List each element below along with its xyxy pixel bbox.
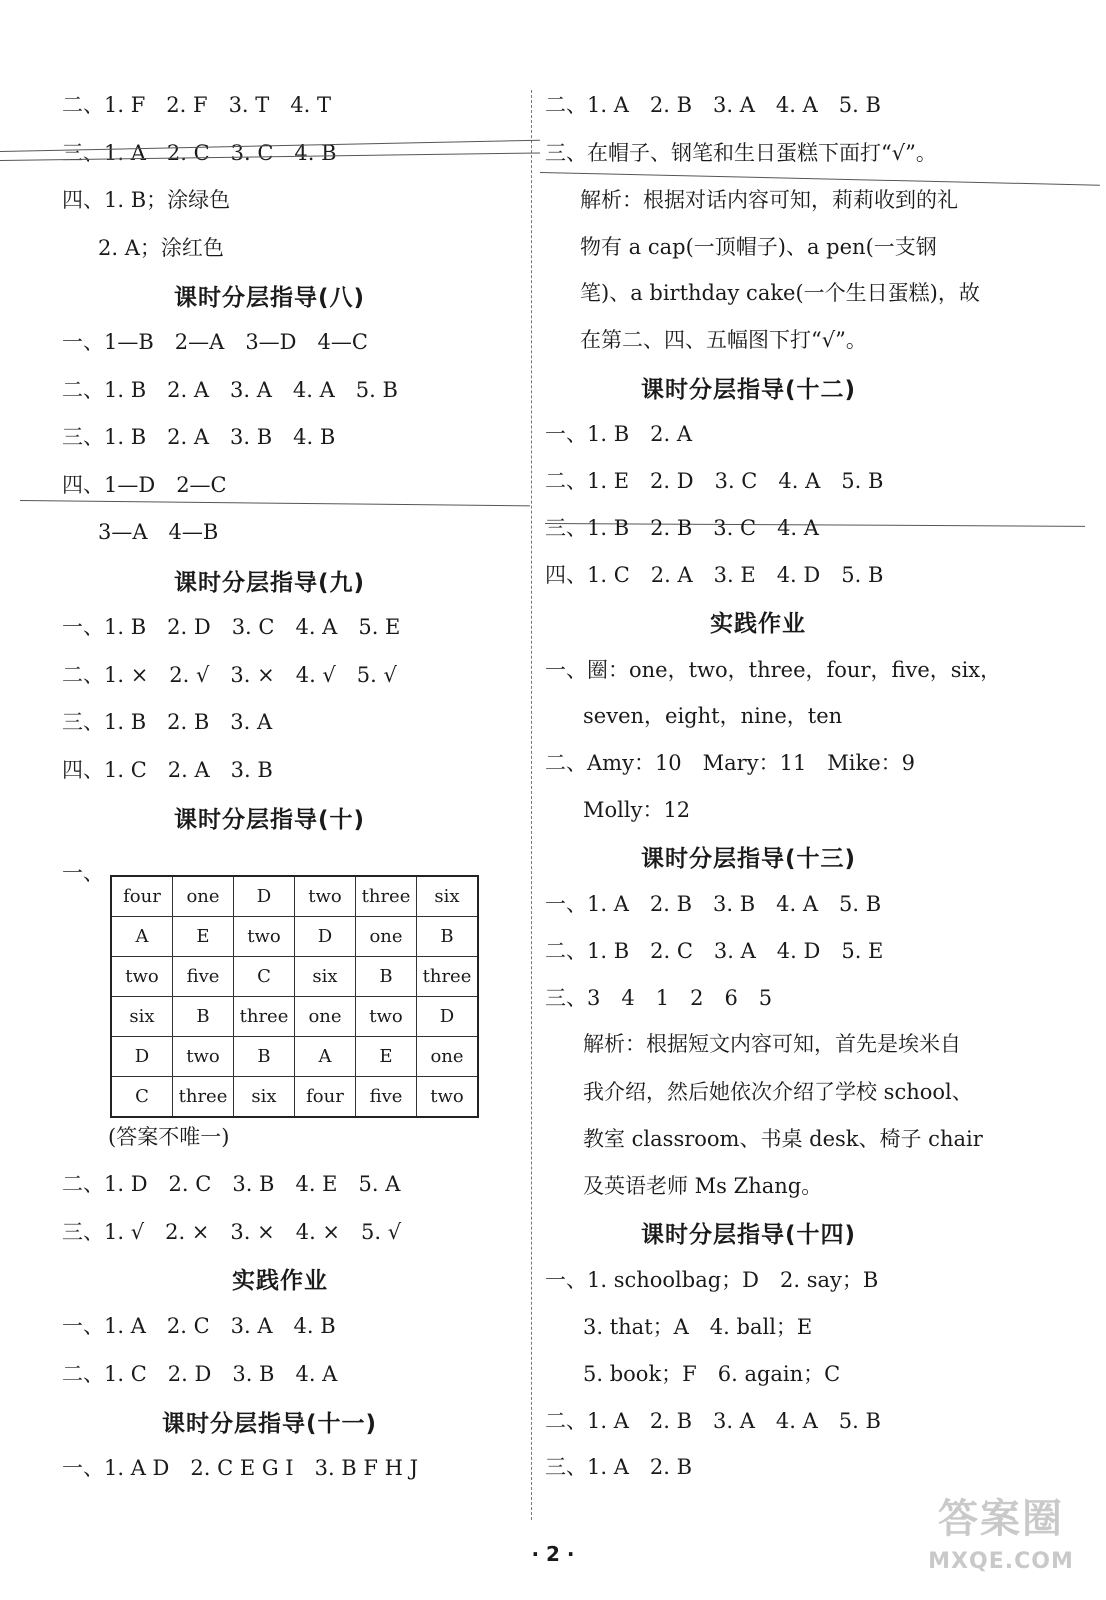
grid-row [111,1037,478,1077]
answer-line: 二、1. A 2. B 3. A 4. A 5. B [545,93,881,117]
answer-line: seven，eight，nine，ten [583,704,843,728]
grid-cell: two [173,1037,234,1077]
grid-row [111,876,478,917]
answer-line: 二、1. B 2. C 3. A 4. D 5. E [545,939,884,963]
answer-line: 三、1. B 2. B 3. A [62,710,273,734]
grid-cell: two [295,876,356,917]
explanation-line: 解析：根据短文内容可知，首先是埃米自 [583,1032,961,1056]
section-heading: 课时分层指导(九) [174,570,366,596]
grid-cell: one [417,1037,479,1077]
answer-line: 一、1. schoolbag；D 2. say；B [545,1268,879,1292]
answer-line: 三、1. √ 2. × 3. × 4. × 5. √ [62,1220,402,1244]
grid-cell: D [417,997,479,1037]
answer-line: 二、1. B 2. A 3. A 4. A 5. B [62,378,398,402]
answer-line: 四、1—D 2—C [62,473,227,497]
column-divider [531,90,532,1520]
grid-cell: three [173,1077,234,1118]
section-heading: 课时分层指导(十) [174,807,366,833]
section-heading: 实践作业 [232,1268,328,1294]
grid-cell: six [111,997,173,1037]
grid-cell: two [111,957,173,997]
grid-cell: six [295,957,356,997]
explanation-line: 物有 a cap(一顶帽子)、a pen(一支钢 [580,235,937,259]
answer-line: 二、Amy：10 Mary：11 Mike：9 [545,751,916,775]
grid-row [111,1077,478,1118]
answer-line: 二、1. E 2. D 3. C 4. A 5. B [545,469,884,493]
grid-cell: four [111,876,173,917]
answer-line: 3. that；A 4. ball；E [583,1315,813,1339]
scan-line [540,172,1100,186]
grid-cell: two [356,997,417,1037]
explanation-line: 及英语老师 Ms Zhang。 [583,1174,823,1198]
section-heading: 课时分层指导(十四) [641,1222,857,1248]
grid-cell: one [173,876,234,917]
answer-line: 三、在帽子、钢笔和生日蛋糕下面打“√”。 [545,141,937,165]
grid-cell: E [173,917,234,957]
grid-cell: D [111,1037,173,1077]
grid-cell: two [417,1077,479,1118]
section-heading: 课时分层指导(十二) [641,377,857,403]
explanation-line: 教室 classroom、书桌 desk、椅子 chair [583,1127,983,1151]
watermark [916,1490,1086,1590]
answer-line: 一、1. B 2. D 3. C 4. A 5. E [62,615,401,639]
grid-cell: D [295,917,356,957]
word-grid [110,875,479,1118]
grid-cell: B [417,917,479,957]
answer-line: 三、3 4 1 2 6 5 [545,986,773,1010]
grid-cell: B [234,1037,295,1077]
section-heading: 课时分层指导(十三) [641,846,857,872]
answer-line: 一、圈：one，two，three，four，five，six， [545,658,1002,682]
grid-cell: one [295,997,356,1037]
explanation-line: 我介绍，然后她依次介绍了学校 school、 [583,1080,973,1104]
watermark-logo: 答案圈 [938,1496,1064,1542]
answer-line: 三、1. A 2. C 3. C 4. B [62,141,337,165]
grid-row [111,997,478,1037]
explanation-line: 在第二、四、五幅图下打“√”。 [580,328,867,352]
answer-line: 三、1. A 2. B [545,1455,693,1479]
answer-line: 四、1. B；涂绿色 [62,188,231,212]
answer-line: 四、1. C 2. A 3. E 4. D 5. B [545,563,884,587]
answer-line: 二、1. D 2. C 3. B 4. E 5. A [62,1172,401,1196]
grid-cell: six [417,876,479,917]
section-heading: 课时分层指导(十一) [162,1411,378,1437]
answer-line: Molly：12 [583,798,691,822]
grid-cell: A [295,1037,356,1077]
answer-line: 二、1. A 2. B 3. A 4. A 5. B [545,1409,881,1433]
grid-row [111,957,478,997]
watermark-url: MXQE.COM [928,1549,1074,1574]
grid-cell: C [111,1077,173,1118]
section-heading: 实践作业 [710,611,806,637]
grid-cell: five [173,957,234,997]
grid-cell: four [295,1077,356,1118]
answer-line: 三、1. B 2. A 3. B 4. B [62,425,336,449]
answer-line: 5. book；F 6. again；C [583,1362,841,1386]
answer-line: 一、1. A 2. C 3. A 4. B [62,1314,336,1338]
answer-line: 二、1. F 2. F 3. T 4. T [62,93,332,117]
grid-cell: three [234,997,295,1037]
grid-cell: one [356,917,417,957]
grid-cell: two [234,917,295,957]
grid-cell: B [356,957,417,997]
answer-line: 一、1. A 2. B 3. B 4. A 5. B [545,892,882,916]
grid-cell: D [234,876,295,917]
grid-cell: B [173,997,234,1037]
answer-line: 2. A；涂红色 [98,236,224,260]
scan-line [20,500,530,506]
grid-cell: six [234,1077,295,1118]
question-label: 一、 [62,861,104,885]
page-number: · 2 · [531,1542,575,1566]
grid-cell: E [356,1037,417,1077]
answer-line: 三、1. B 2. B 3. C 4. A [545,516,819,540]
answer-line: 二、1. C 2. D 3. B 4. A [62,1362,338,1386]
explanation-line: 解析：根据对话内容可知，莉莉收到的礼 [580,188,958,212]
grid-cell: A [111,917,173,957]
grid-cell: three [356,876,417,917]
answer-line: 一、1. B 2. A [545,422,693,446]
grid-cell: five [356,1077,417,1118]
answer-line: 一、1—B 2—A 3—D 4—C [62,330,368,354]
grid-cell: C [234,957,295,997]
answer-line: 一、1. A D 2. C E G I 3. B F H J [62,1456,419,1480]
grid-row [111,917,478,957]
answer-line: 二、1. × 2. √ 3. × 4. √ 5. √ [62,663,397,687]
answer-line: 四、1. C 2. A 3. B [62,758,273,782]
answer-line: 3—A 4—B [98,520,219,544]
note: (答案不唯一) [108,1125,230,1149]
section-heading: 课时分层指导(八) [174,285,366,311]
grid-cell: three [417,957,479,997]
explanation-line: 笔)、a birthday cake(一个生日蛋糕)，故 [580,281,980,305]
